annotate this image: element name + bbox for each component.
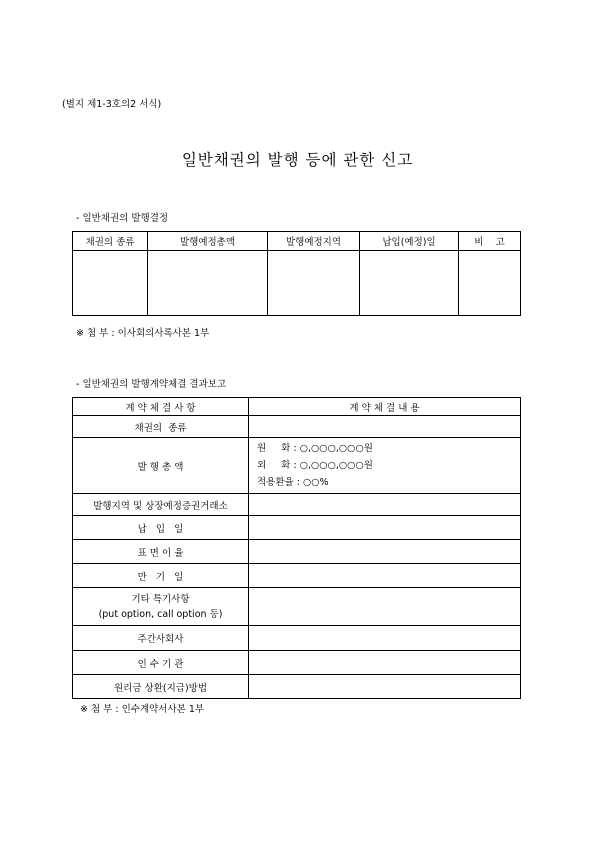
value-special-terms[interactable] bbox=[249, 588, 521, 626]
label-lead-manager: 주간사회사 bbox=[73, 626, 249, 651]
label-special-terms bbox=[73, 588, 249, 626]
value-bond-type[interactable] bbox=[249, 416, 521, 438]
amount-exchange-rate: 적용환율 : ○○% bbox=[257, 477, 329, 488]
special-terms-line2: (put option, call option 등) bbox=[98, 608, 223, 620]
cell-payment-date[interactable] bbox=[360, 251, 459, 316]
form-reference: (별지 제1-3호의2 서식) bbox=[62, 99, 162, 110]
cell-remarks[interactable] bbox=[459, 251, 521, 316]
col-payment-date: 납입(예정)일 bbox=[360, 232, 459, 251]
header-contract-details: 계 약 체 결 내 용 bbox=[249, 398, 521, 416]
cell-planned-region[interactable] bbox=[268, 251, 360, 316]
section1-heading: - 일반채권의 발행결정 bbox=[76, 213, 169, 224]
label-maturity: 만 기 일 bbox=[73, 564, 249, 588]
value-lead-manager[interactable] bbox=[249, 626, 521, 651]
value-region-exchange[interactable] bbox=[249, 494, 521, 516]
label-underwriter: 인 수 기 관 bbox=[73, 651, 249, 675]
value-maturity[interactable] bbox=[249, 564, 521, 588]
label-bond-type: 채권의 종류 bbox=[73, 416, 249, 438]
contract-result-table bbox=[72, 397, 521, 699]
col-planned-total: 발행예정총액 bbox=[148, 232, 268, 251]
special-terms-line1: 기타 특기사항 bbox=[131, 593, 190, 605]
section2-heading: - 일반채권의 발행계약체결 결과보고 bbox=[76, 379, 227, 390]
header-contract-items: 계 약 체 결 사 항 bbox=[73, 398, 249, 416]
amount-foreign: 외 화 : ○,○○○,○○○원 bbox=[257, 460, 373, 471]
value-repayment-method[interactable] bbox=[249, 675, 521, 699]
col-planned-region: 발행예정지역 bbox=[268, 232, 360, 251]
section2-attachment: ※ 첨 부 : 인수계약서사본 1부 bbox=[80, 704, 205, 715]
label-total-amount: 발 행 총 액 bbox=[73, 438, 249, 494]
cell-bond-type[interactable] bbox=[73, 251, 148, 316]
value-underwriter[interactable] bbox=[249, 651, 521, 675]
value-total-amount[interactable] bbox=[249, 438, 521, 494]
section1-attachment: ※ 첨 부 : 이사회의사록사본 1부 bbox=[76, 328, 210, 339]
issuance-decision-table bbox=[72, 231, 521, 316]
cell-planned-total[interactable] bbox=[148, 251, 268, 316]
value-coupon-rate[interactable] bbox=[249, 540, 521, 564]
col-bond-type: 채권의 종류 bbox=[73, 232, 148, 251]
value-payment-date[interactable] bbox=[249, 516, 521, 540]
col-remarks: 비 고 bbox=[459, 232, 521, 251]
label-repayment-method: 원리금 상환(지급)방법 bbox=[73, 675, 249, 699]
label-region-exchange: 발행지역 및 상장예정증권거래소 bbox=[73, 494, 249, 516]
document-title: 일반채권의 발행 등에 관한 신고 bbox=[181, 151, 414, 169]
amount-krw: 원 화 : ○,○○○,○○○원 bbox=[257, 443, 373, 454]
label-coupon-rate: 표 면 이 율 bbox=[73, 540, 249, 564]
label-payment-date: 납 입 일 bbox=[73, 516, 249, 540]
